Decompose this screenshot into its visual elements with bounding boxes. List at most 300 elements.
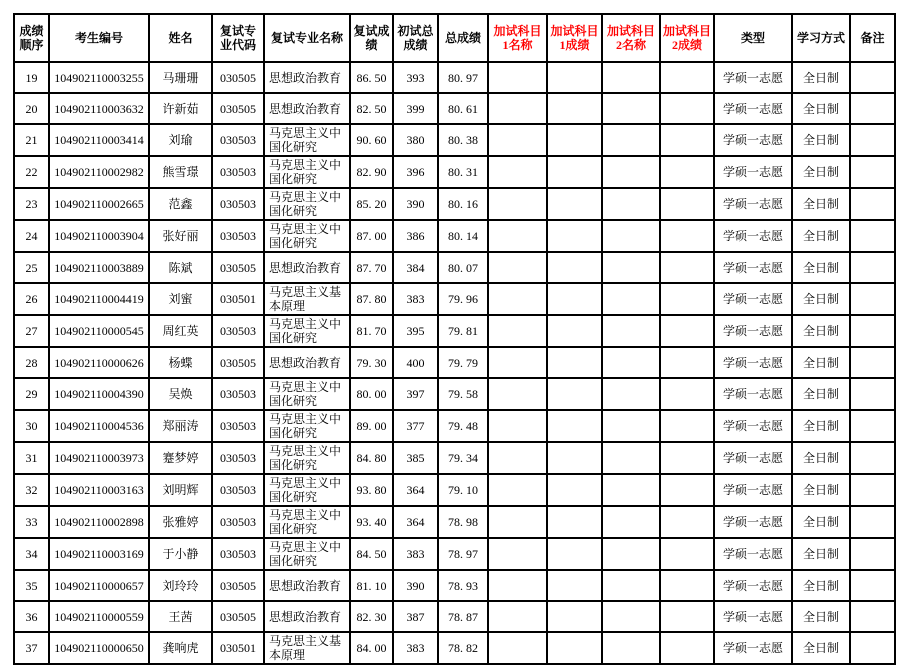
cell-candidate_no: 104902110003255: [49, 62, 149, 93]
cell-candidate_no: 104902110003973: [49, 442, 149, 474]
cell-remarks: [850, 252, 895, 283]
cell-extra2_name: [602, 410, 660, 442]
cell-remarks: [850, 156, 895, 188]
cell-major_name: 马克思主义基本原理: [264, 632, 350, 664]
cell-major_name: 马克思主义中国化研究: [264, 124, 350, 156]
cell-major_name: 思想政治教育: [264, 93, 350, 124]
cell-remarks: [850, 506, 895, 538]
cell-type: 学硕一志愿: [714, 378, 792, 410]
cell-extra2_score: [660, 188, 714, 220]
cell-study_mode: 全日制: [792, 378, 850, 410]
cell-major_code: 030505: [212, 347, 264, 378]
cell-order: 24: [14, 220, 49, 252]
cell-major_name: 马克思主义中国化研究: [264, 538, 350, 570]
cell-order: 36: [14, 601, 49, 632]
cell-remarks: [850, 474, 895, 506]
cell-extra1_score: [547, 442, 602, 474]
cell-extra2_name: [602, 442, 660, 474]
column-header-name: 姓名: [149, 14, 212, 62]
cell-study_mode: 全日制: [792, 283, 850, 315]
results-table-body: [14, 62, 895, 664]
cell-total: 78. 98: [438, 506, 488, 538]
cell-order: 20: [14, 93, 49, 124]
cell-extra1_name: [488, 410, 547, 442]
cell-study_mode: 全日制: [792, 220, 850, 252]
cell-type: 学硕一志愿: [714, 315, 792, 347]
cell-extra1_name: [488, 283, 547, 315]
table-row: [14, 442, 895, 474]
cell-extra2_score: [660, 632, 714, 664]
cell-retest_score: 89. 00: [350, 410, 393, 442]
cell-retest_score: 93. 80: [350, 474, 393, 506]
cell-remarks: [850, 283, 895, 315]
cell-extra2_score: [660, 124, 714, 156]
cell-major_name: 马克思主义中国化研究: [264, 315, 350, 347]
cell-retest_score: 90. 60: [350, 124, 393, 156]
cell-total: 80. 61: [438, 93, 488, 124]
cell-total: 79. 34: [438, 442, 488, 474]
cell-order: 29: [14, 378, 49, 410]
cell-extra2_name: [602, 506, 660, 538]
cell-type: 学硕一志愿: [714, 632, 792, 664]
cell-extra2_name: [602, 124, 660, 156]
cell-remarks: [850, 188, 895, 220]
cell-retest_score: 82. 50: [350, 93, 393, 124]
cell-remarks: [850, 632, 895, 664]
cell-candidate_no: 104902110000657: [49, 570, 149, 601]
cell-extra1_name: [488, 632, 547, 664]
cell-extra2_score: [660, 410, 714, 442]
cell-extra2_name: [602, 315, 660, 347]
cell-study_mode: 全日制: [792, 538, 850, 570]
cell-order: 26: [14, 283, 49, 315]
cell-candidate_no: 104902110003163: [49, 474, 149, 506]
column-header-initial_total: 初试总成绩: [393, 14, 438, 62]
table-row: [14, 506, 895, 538]
cell-major_code: 030503: [212, 188, 264, 220]
table-row: [14, 220, 895, 252]
cell-major_name: 思想政治教育: [264, 570, 350, 601]
cell-major_code: 030503: [212, 442, 264, 474]
cell-retest_score: 84. 00: [350, 632, 393, 664]
cell-extra1_score: [547, 378, 602, 410]
cell-extra1_name: [488, 220, 547, 252]
column-header-candidate_no: 考生编号: [49, 14, 149, 62]
cell-total: 80. 38: [438, 124, 488, 156]
cell-total: 78. 82: [438, 632, 488, 664]
cell-major_name: 马克思主义中国化研究: [264, 442, 350, 474]
column-header-retest_score: 复试成绩: [350, 14, 393, 62]
cell-remarks: [850, 124, 895, 156]
cell-type: 学硕一志愿: [714, 474, 792, 506]
cell-total: 80. 97: [438, 62, 488, 93]
cell-retest_score: 93. 40: [350, 506, 393, 538]
cell-candidate_no: 104902110003169: [49, 538, 149, 570]
cell-study_mode: 全日制: [792, 570, 850, 601]
cell-study_mode: 全日制: [792, 410, 850, 442]
cell-retest_score: 84. 80: [350, 442, 393, 474]
cell-extra2_name: [602, 601, 660, 632]
cell-retest_score: 82. 30: [350, 601, 393, 632]
cell-major_name: 马克思主义中国化研究: [264, 410, 350, 442]
cell-major_code: 030503: [212, 474, 264, 506]
column-header-extra1_name: 加试科目1名称: [488, 14, 547, 62]
cell-extra2_score: [660, 252, 714, 283]
cell-extra2_score: [660, 283, 714, 315]
cell-extra2_name: [602, 156, 660, 188]
cell-total: 79. 10: [438, 474, 488, 506]
cell-retest_score: 87. 80: [350, 283, 393, 315]
cell-initial_total: 390: [393, 188, 438, 220]
cell-name: 王茜: [149, 601, 212, 632]
cell-extra1_score: [547, 156, 602, 188]
cell-extra1_name: [488, 570, 547, 601]
cell-extra1_score: [547, 410, 602, 442]
cell-major_code: 030503: [212, 220, 264, 252]
cell-initial_total: 386: [393, 220, 438, 252]
results-table-header: [14, 14, 895, 62]
cell-initial_total: 377: [393, 410, 438, 442]
cell-major_code: 030501: [212, 283, 264, 315]
cell-initial_total: 397: [393, 378, 438, 410]
cell-extra1_name: [488, 378, 547, 410]
cell-extra1_name: [488, 506, 547, 538]
cell-candidate_no: 104902110004390: [49, 378, 149, 410]
cell-name: 熊雪璟: [149, 156, 212, 188]
cell-type: 学硕一志愿: [714, 220, 792, 252]
cell-study_mode: 全日制: [792, 93, 850, 124]
cell-major_name: 马克思主义中国化研究: [264, 220, 350, 252]
cell-extra1_name: [488, 124, 547, 156]
cell-name: 周红英: [149, 315, 212, 347]
cell-retest_score: 87. 70: [350, 252, 393, 283]
cell-remarks: [850, 93, 895, 124]
cell-type: 学硕一志愿: [714, 538, 792, 570]
cell-retest_score: 86. 50: [350, 62, 393, 93]
cell-major_code: 030503: [212, 410, 264, 442]
cell-order: 33: [14, 506, 49, 538]
cell-extra1_score: [547, 62, 602, 93]
cell-major_code: 030503: [212, 156, 264, 188]
admission-results-table: [13, 13, 896, 665]
cell-major_name: 马克思主义中国化研究: [264, 156, 350, 188]
cell-extra2_name: [602, 93, 660, 124]
cell-remarks: [850, 570, 895, 601]
cell-total: 80. 31: [438, 156, 488, 188]
cell-total: 79. 79: [438, 347, 488, 378]
cell-initial_total: 383: [393, 538, 438, 570]
cell-total: 79. 96: [438, 283, 488, 315]
cell-type: 学硕一志愿: [714, 124, 792, 156]
cell-major_code: 030505: [212, 601, 264, 632]
cell-type: 学硕一志愿: [714, 570, 792, 601]
cell-major_name: 马克思主义基本原理: [264, 283, 350, 315]
cell-candidate_no: 104902110000626: [49, 347, 149, 378]
cell-extra1_score: [547, 188, 602, 220]
cell-extra2_score: [660, 442, 714, 474]
cell-candidate_no: 104902110003632: [49, 93, 149, 124]
cell-initial_total: 380: [393, 124, 438, 156]
cell-candidate_no: 104902110004419: [49, 283, 149, 315]
cell-total: 78. 87: [438, 601, 488, 632]
cell-extra1_name: [488, 188, 547, 220]
cell-extra2_name: [602, 252, 660, 283]
cell-name: 张好丽: [149, 220, 212, 252]
cell-remarks: [850, 378, 895, 410]
cell-retest_score: 82. 90: [350, 156, 393, 188]
cell-total: 79. 48: [438, 410, 488, 442]
cell-extra1_name: [488, 315, 547, 347]
cell-order: 34: [14, 538, 49, 570]
table-row: [14, 347, 895, 378]
cell-initial_total: 384: [393, 252, 438, 283]
cell-name: 范鑫: [149, 188, 212, 220]
cell-extra1_score: [547, 252, 602, 283]
cell-major_name: 思想政治教育: [264, 252, 350, 283]
column-header-order: 成绩顺序: [14, 14, 49, 62]
cell-extra2_name: [602, 632, 660, 664]
cell-extra2_name: [602, 378, 660, 410]
cell-type: 学硕一志愿: [714, 252, 792, 283]
cell-extra2_name: [602, 283, 660, 315]
cell-major_code: 030501: [212, 632, 264, 664]
cell-retest_score: 80. 00: [350, 378, 393, 410]
column-header-study_mode: 学习方式: [792, 14, 850, 62]
cell-name: 刘瑜: [149, 124, 212, 156]
cell-name: 郑丽涛: [149, 410, 212, 442]
cell-remarks: [850, 220, 895, 252]
cell-extra2_name: [602, 538, 660, 570]
cell-initial_total: 383: [393, 632, 438, 664]
cell-order: 25: [14, 252, 49, 283]
cell-extra1_name: [488, 156, 547, 188]
cell-extra2_score: [660, 62, 714, 93]
cell-type: 学硕一志愿: [714, 62, 792, 93]
cell-name: 马珊珊: [149, 62, 212, 93]
header-row: [14, 14, 895, 62]
cell-candidate_no: 104902110003904: [49, 220, 149, 252]
cell-name: 杨蝶: [149, 347, 212, 378]
cell-order: 23: [14, 188, 49, 220]
cell-extra2_score: [660, 315, 714, 347]
cell-initial_total: 400: [393, 347, 438, 378]
cell-total: 79. 58: [438, 378, 488, 410]
cell-candidate_no: 104902110002898: [49, 506, 149, 538]
cell-name: 蹇梦婷: [149, 442, 212, 474]
cell-major_name: 马克思主义中国化研究: [264, 506, 350, 538]
cell-retest_score: 85. 20: [350, 188, 393, 220]
column-header-extra2_score: 加试科目2成绩: [660, 14, 714, 62]
table-row: [14, 601, 895, 632]
column-header-type: 类型: [714, 14, 792, 62]
cell-type: 学硕一志愿: [714, 156, 792, 188]
column-header-remarks: 备注: [850, 14, 895, 62]
cell-order: 32: [14, 474, 49, 506]
cell-total: 78. 93: [438, 570, 488, 601]
cell-name: 刘蜜: [149, 283, 212, 315]
cell-total: 80. 14: [438, 220, 488, 252]
cell-extra2_name: [602, 220, 660, 252]
cell-extra1_score: [547, 506, 602, 538]
cell-extra2_score: [660, 347, 714, 378]
table-row: [14, 188, 895, 220]
cell-extra1_score: [547, 124, 602, 156]
cell-extra2_score: [660, 93, 714, 124]
cell-study_mode: 全日制: [792, 601, 850, 632]
table-row: [14, 538, 895, 570]
cell-study_mode: 全日制: [792, 315, 850, 347]
cell-retest_score: 81. 70: [350, 315, 393, 347]
cell-major_name: 马克思主义中国化研究: [264, 378, 350, 410]
cell-candidate_no: 104902110000559: [49, 601, 149, 632]
cell-candidate_no: 104902110002665: [49, 188, 149, 220]
table-row: [14, 252, 895, 283]
table-row: [14, 315, 895, 347]
cell-extra2_name: [602, 474, 660, 506]
cell-initial_total: 364: [393, 474, 438, 506]
cell-study_mode: 全日制: [792, 188, 850, 220]
column-header-extra1_score: 加试科目1成绩: [547, 14, 602, 62]
cell-major_code: 030503: [212, 538, 264, 570]
cell-extra1_score: [547, 632, 602, 664]
cell-extra2_score: [660, 506, 714, 538]
cell-retest_score: 79. 30: [350, 347, 393, 378]
cell-remarks: [850, 62, 895, 93]
cell-extra2_score: [660, 474, 714, 506]
cell-order: 21: [14, 124, 49, 156]
cell-retest_score: 81. 10: [350, 570, 393, 601]
cell-extra2_score: [660, 220, 714, 252]
table-row: [14, 62, 895, 93]
cell-major_code: 030505: [212, 252, 264, 283]
cell-extra1_score: [547, 474, 602, 506]
cell-major_name: 思想政治教育: [264, 347, 350, 378]
cell-remarks: [850, 410, 895, 442]
cell-major_code: 030503: [212, 315, 264, 347]
cell-extra1_score: [547, 93, 602, 124]
cell-candidate_no: 104902110000650: [49, 632, 149, 664]
cell-total: 80. 16: [438, 188, 488, 220]
cell-extra2_score: [660, 538, 714, 570]
cell-major_code: 030505: [212, 93, 264, 124]
cell-extra1_name: [488, 252, 547, 283]
cell-study_mode: 全日制: [792, 156, 850, 188]
column-header-total: 总成绩: [438, 14, 488, 62]
cell-major_code: 030503: [212, 378, 264, 410]
cell-name: 于小静: [149, 538, 212, 570]
cell-remarks: [850, 347, 895, 378]
cell-extra1_name: [488, 347, 547, 378]
cell-order: 37: [14, 632, 49, 664]
cell-total: 78. 97: [438, 538, 488, 570]
table-row: [14, 156, 895, 188]
column-header-major_code: 复试专业代码: [212, 14, 264, 62]
cell-major_code: 030503: [212, 506, 264, 538]
cell-extra2_score: [660, 601, 714, 632]
cell-study_mode: 全日制: [792, 62, 850, 93]
cell-order: 27: [14, 315, 49, 347]
cell-order: 35: [14, 570, 49, 601]
cell-extra2_score: [660, 570, 714, 601]
cell-extra1_score: [547, 538, 602, 570]
cell-type: 学硕一志愿: [714, 410, 792, 442]
cell-name: 刘玲玲: [149, 570, 212, 601]
column-header-major_name: 复试专业名称: [264, 14, 350, 62]
cell-major_code: 030505: [212, 62, 264, 93]
cell-study_mode: 全日制: [792, 506, 850, 538]
cell-candidate_no: 104902110004536: [49, 410, 149, 442]
cell-study_mode: 全日制: [792, 474, 850, 506]
cell-total: 79. 81: [438, 315, 488, 347]
cell-extra1_name: [488, 442, 547, 474]
cell-initial_total: 364: [393, 506, 438, 538]
cell-extra2_score: [660, 378, 714, 410]
table-row: [14, 283, 895, 315]
table-row: [14, 93, 895, 124]
cell-name: 许新茹: [149, 93, 212, 124]
cell-candidate_no: 104902110000545: [49, 315, 149, 347]
cell-extra2_name: [602, 570, 660, 601]
cell-extra1_name: [488, 538, 547, 570]
cell-extra1_name: [488, 93, 547, 124]
cell-candidate_no: 104902110003889: [49, 252, 149, 283]
cell-study_mode: 全日制: [792, 252, 850, 283]
cell-extra1_score: [547, 315, 602, 347]
cell-order: 28: [14, 347, 49, 378]
cell-order: 30: [14, 410, 49, 442]
cell-remarks: [850, 442, 895, 474]
cell-retest_score: 84. 50: [350, 538, 393, 570]
cell-initial_total: 385: [393, 442, 438, 474]
cell-initial_total: 399: [393, 93, 438, 124]
table-row: [14, 124, 895, 156]
cell-extra1_name: [488, 474, 547, 506]
cell-extra1_name: [488, 601, 547, 632]
cell-remarks: [850, 601, 895, 632]
cell-initial_total: 390: [393, 570, 438, 601]
cell-initial_total: 393: [393, 62, 438, 93]
cell-candidate_no: 104902110002982: [49, 156, 149, 188]
cell-major_name: 马克思主义中国化研究: [264, 188, 350, 220]
cell-extra2_score: [660, 156, 714, 188]
cell-extra1_score: [547, 601, 602, 632]
table-row: [14, 410, 895, 442]
cell-name: 龚响虎: [149, 632, 212, 664]
table-row: [14, 378, 895, 410]
cell-extra2_name: [602, 62, 660, 93]
cell-type: 学硕一志愿: [714, 188, 792, 220]
cell-major_name: 思想政治教育: [264, 62, 350, 93]
cell-major_name: 思想政治教育: [264, 601, 350, 632]
table-row: [14, 474, 895, 506]
cell-extra1_score: [547, 220, 602, 252]
cell-extra1_score: [547, 570, 602, 601]
cell-candidate_no: 104902110003414: [49, 124, 149, 156]
cell-name: 刘明辉: [149, 474, 212, 506]
cell-order: 22: [14, 156, 49, 188]
cell-name: 张雅婷: [149, 506, 212, 538]
cell-type: 学硕一志愿: [714, 442, 792, 474]
cell-initial_total: 395: [393, 315, 438, 347]
cell-major_name: 马克思主义中国化研究: [264, 474, 350, 506]
cell-type: 学硕一志愿: [714, 601, 792, 632]
cell-total: 80. 07: [438, 252, 488, 283]
cell-study_mode: 全日制: [792, 442, 850, 474]
cell-type: 学硕一志愿: [714, 347, 792, 378]
cell-initial_total: 396: [393, 156, 438, 188]
cell-order: 19: [14, 62, 49, 93]
cell-extra1_name: [488, 62, 547, 93]
